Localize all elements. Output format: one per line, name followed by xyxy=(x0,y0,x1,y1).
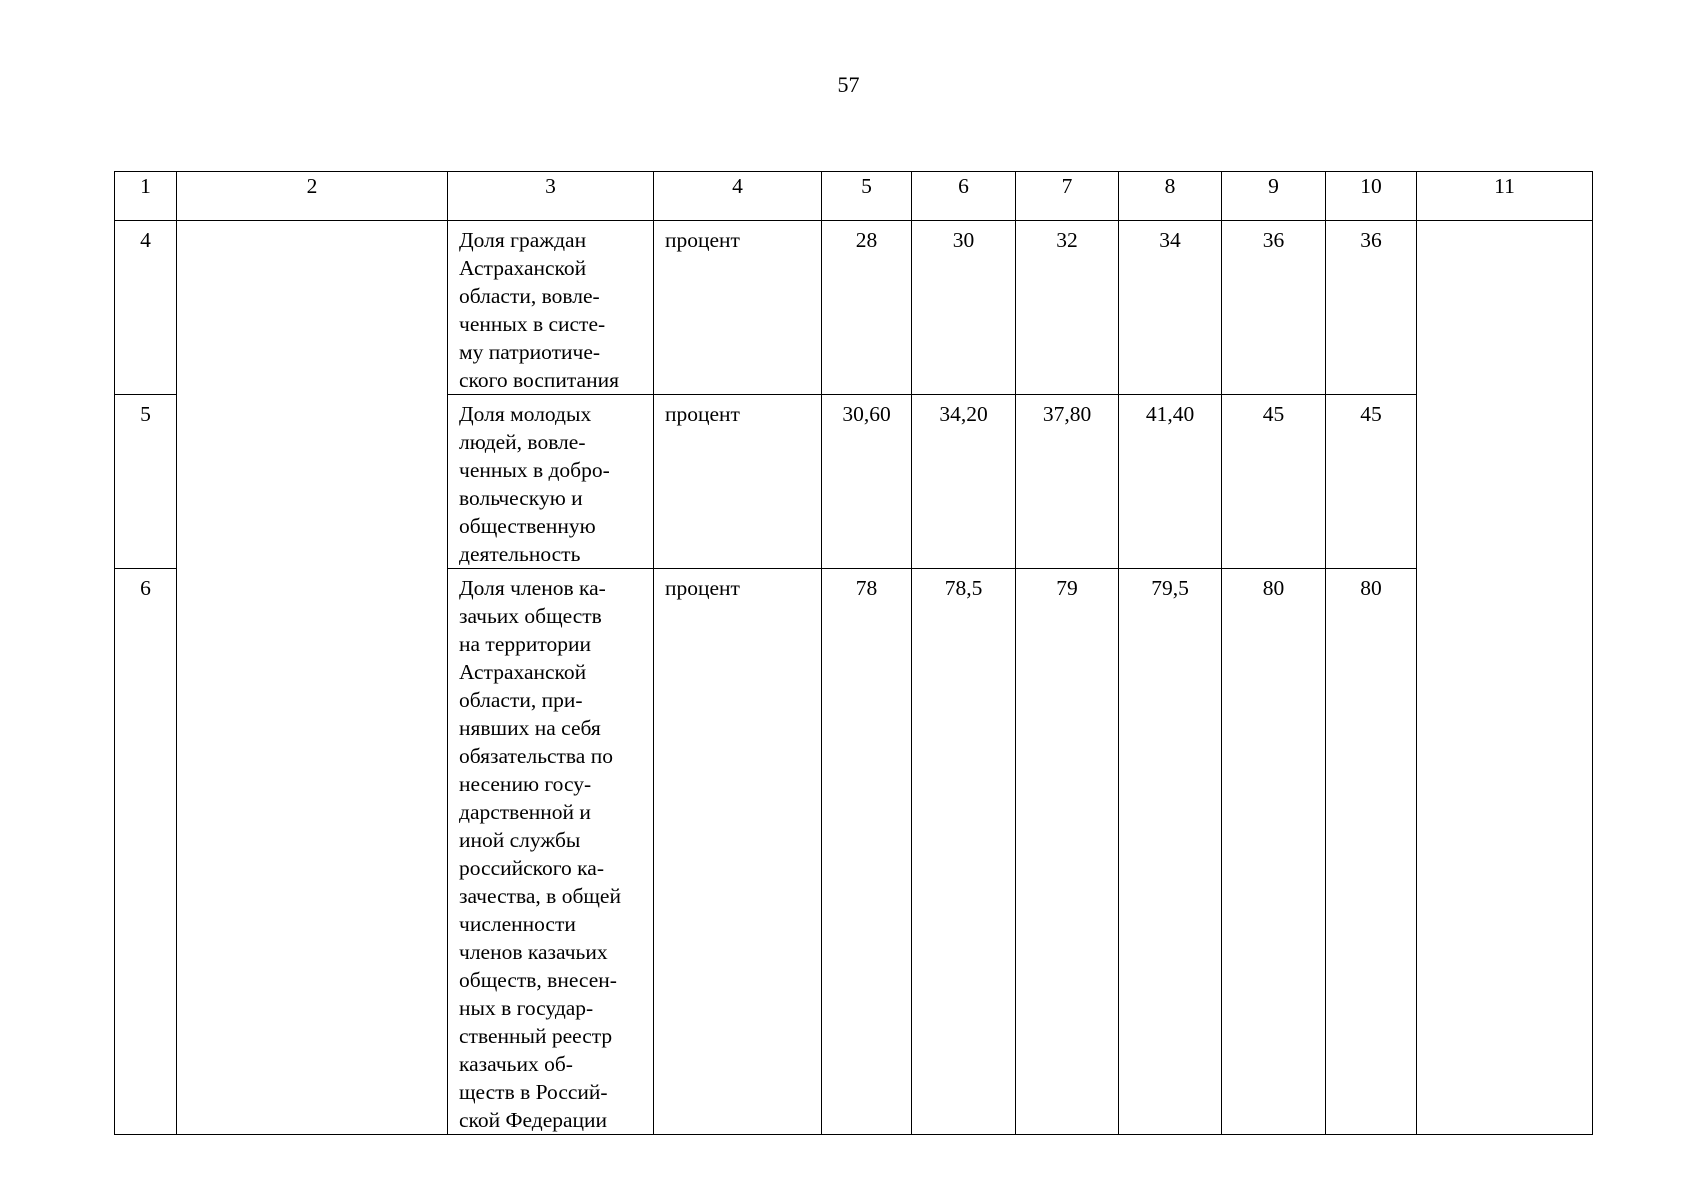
value-cell: 80 xyxy=(1326,569,1417,1135)
value-cell: 80 xyxy=(1222,569,1326,1135)
description-line: ченных в добро- xyxy=(459,458,610,482)
value-cell: 79,5 xyxy=(1119,569,1222,1135)
header-cell: 10 xyxy=(1326,172,1417,221)
header-cell: 2 xyxy=(177,172,448,221)
header-cell: 1 xyxy=(115,172,177,221)
page-number: 57 xyxy=(837,72,860,97)
unit-cell: процент xyxy=(654,395,822,569)
header-cell: 11 xyxy=(1417,172,1593,221)
description-line: Доля членов ка- xyxy=(459,576,606,600)
row-number-cell: 6 xyxy=(115,569,177,1135)
value-cell: 32 xyxy=(1016,221,1119,395)
description-line: людей, вовле- xyxy=(459,430,586,454)
header-cell: 9 xyxy=(1222,172,1326,221)
indicator-description-cell xyxy=(448,569,654,1135)
value-cell: 41,40 xyxy=(1119,395,1222,569)
value-cell: 45 xyxy=(1222,395,1326,569)
table-row xyxy=(115,221,1593,395)
unit-cell: процент xyxy=(654,569,822,1135)
empty-column-2-cell xyxy=(177,221,448,1135)
description-line: Астраханской xyxy=(459,256,587,280)
description-line: обществ, внесен- xyxy=(459,968,617,992)
table-header-row xyxy=(115,172,1593,221)
description-line: ской Федерации xyxy=(459,1108,608,1132)
header-cell: 3 xyxy=(448,172,654,221)
description-line: членов казачьих xyxy=(459,940,608,964)
value-cell: 36 xyxy=(1326,221,1417,395)
description-line: нявших на себя xyxy=(459,716,601,740)
description-line: несению госу- xyxy=(459,772,592,796)
description-line: зачьих обществ xyxy=(459,604,602,628)
description-line: иной службы xyxy=(459,828,581,852)
description-line: вольческую и xyxy=(459,486,583,510)
description-line: казачьих об- xyxy=(459,1052,573,1076)
header-cell: 6 xyxy=(912,172,1016,221)
row-number-cell: 5 xyxy=(115,395,177,569)
description-line: ных в государ- xyxy=(459,996,594,1020)
value-cell: 79 xyxy=(1016,569,1119,1135)
header-cell: 4 xyxy=(654,172,822,221)
description-line: деятельность xyxy=(459,542,581,566)
value-cell: 30,60 xyxy=(822,395,912,569)
description-line: Доля граждан xyxy=(459,228,587,252)
indicator-description-cell xyxy=(448,395,654,569)
value-cell: 37,80 xyxy=(1016,395,1119,569)
description-line: дарственной и xyxy=(459,800,591,824)
value-cell: 45 xyxy=(1326,395,1417,569)
header-cell: 7 xyxy=(1016,172,1119,221)
description-line: российского ка- xyxy=(459,856,605,880)
description-line: ского воспитания xyxy=(459,368,620,392)
value-cell: 28 xyxy=(822,221,912,395)
description-line: ственный реестр xyxy=(459,1024,613,1048)
unit-cell: процент xyxy=(654,221,822,395)
description-line: области, вовле- xyxy=(459,284,600,308)
description-line: численности xyxy=(459,912,576,936)
value-cell: 34 xyxy=(1119,221,1222,395)
header-cell: 5 xyxy=(822,172,912,221)
value-cell: 78,5 xyxy=(912,569,1016,1135)
description-line: Астраханской xyxy=(459,660,587,684)
description-line: на территории xyxy=(459,632,591,656)
indicator-table xyxy=(114,171,1593,1135)
value-cell: 30 xyxy=(912,221,1016,395)
description-line: ществ в Россий- xyxy=(459,1080,608,1104)
description-line: му патриотиче- xyxy=(459,340,601,364)
empty-column-11-cell xyxy=(1417,221,1593,1135)
value-cell: 36 xyxy=(1222,221,1326,395)
header-cell: 8 xyxy=(1119,172,1222,221)
description-line: Доля молодых xyxy=(459,402,592,426)
indicator-description-cell xyxy=(448,221,654,395)
row-number-cell: 4 xyxy=(115,221,177,395)
description-line: общественную xyxy=(459,514,596,538)
description-line: области, при- xyxy=(459,688,583,712)
value-cell: 78 xyxy=(822,569,912,1135)
value-cell: 34,20 xyxy=(912,395,1016,569)
description-line: обязательства по xyxy=(459,744,613,768)
description-line: ченных в систе- xyxy=(459,312,606,336)
description-line: зачества, в общей xyxy=(459,884,621,908)
